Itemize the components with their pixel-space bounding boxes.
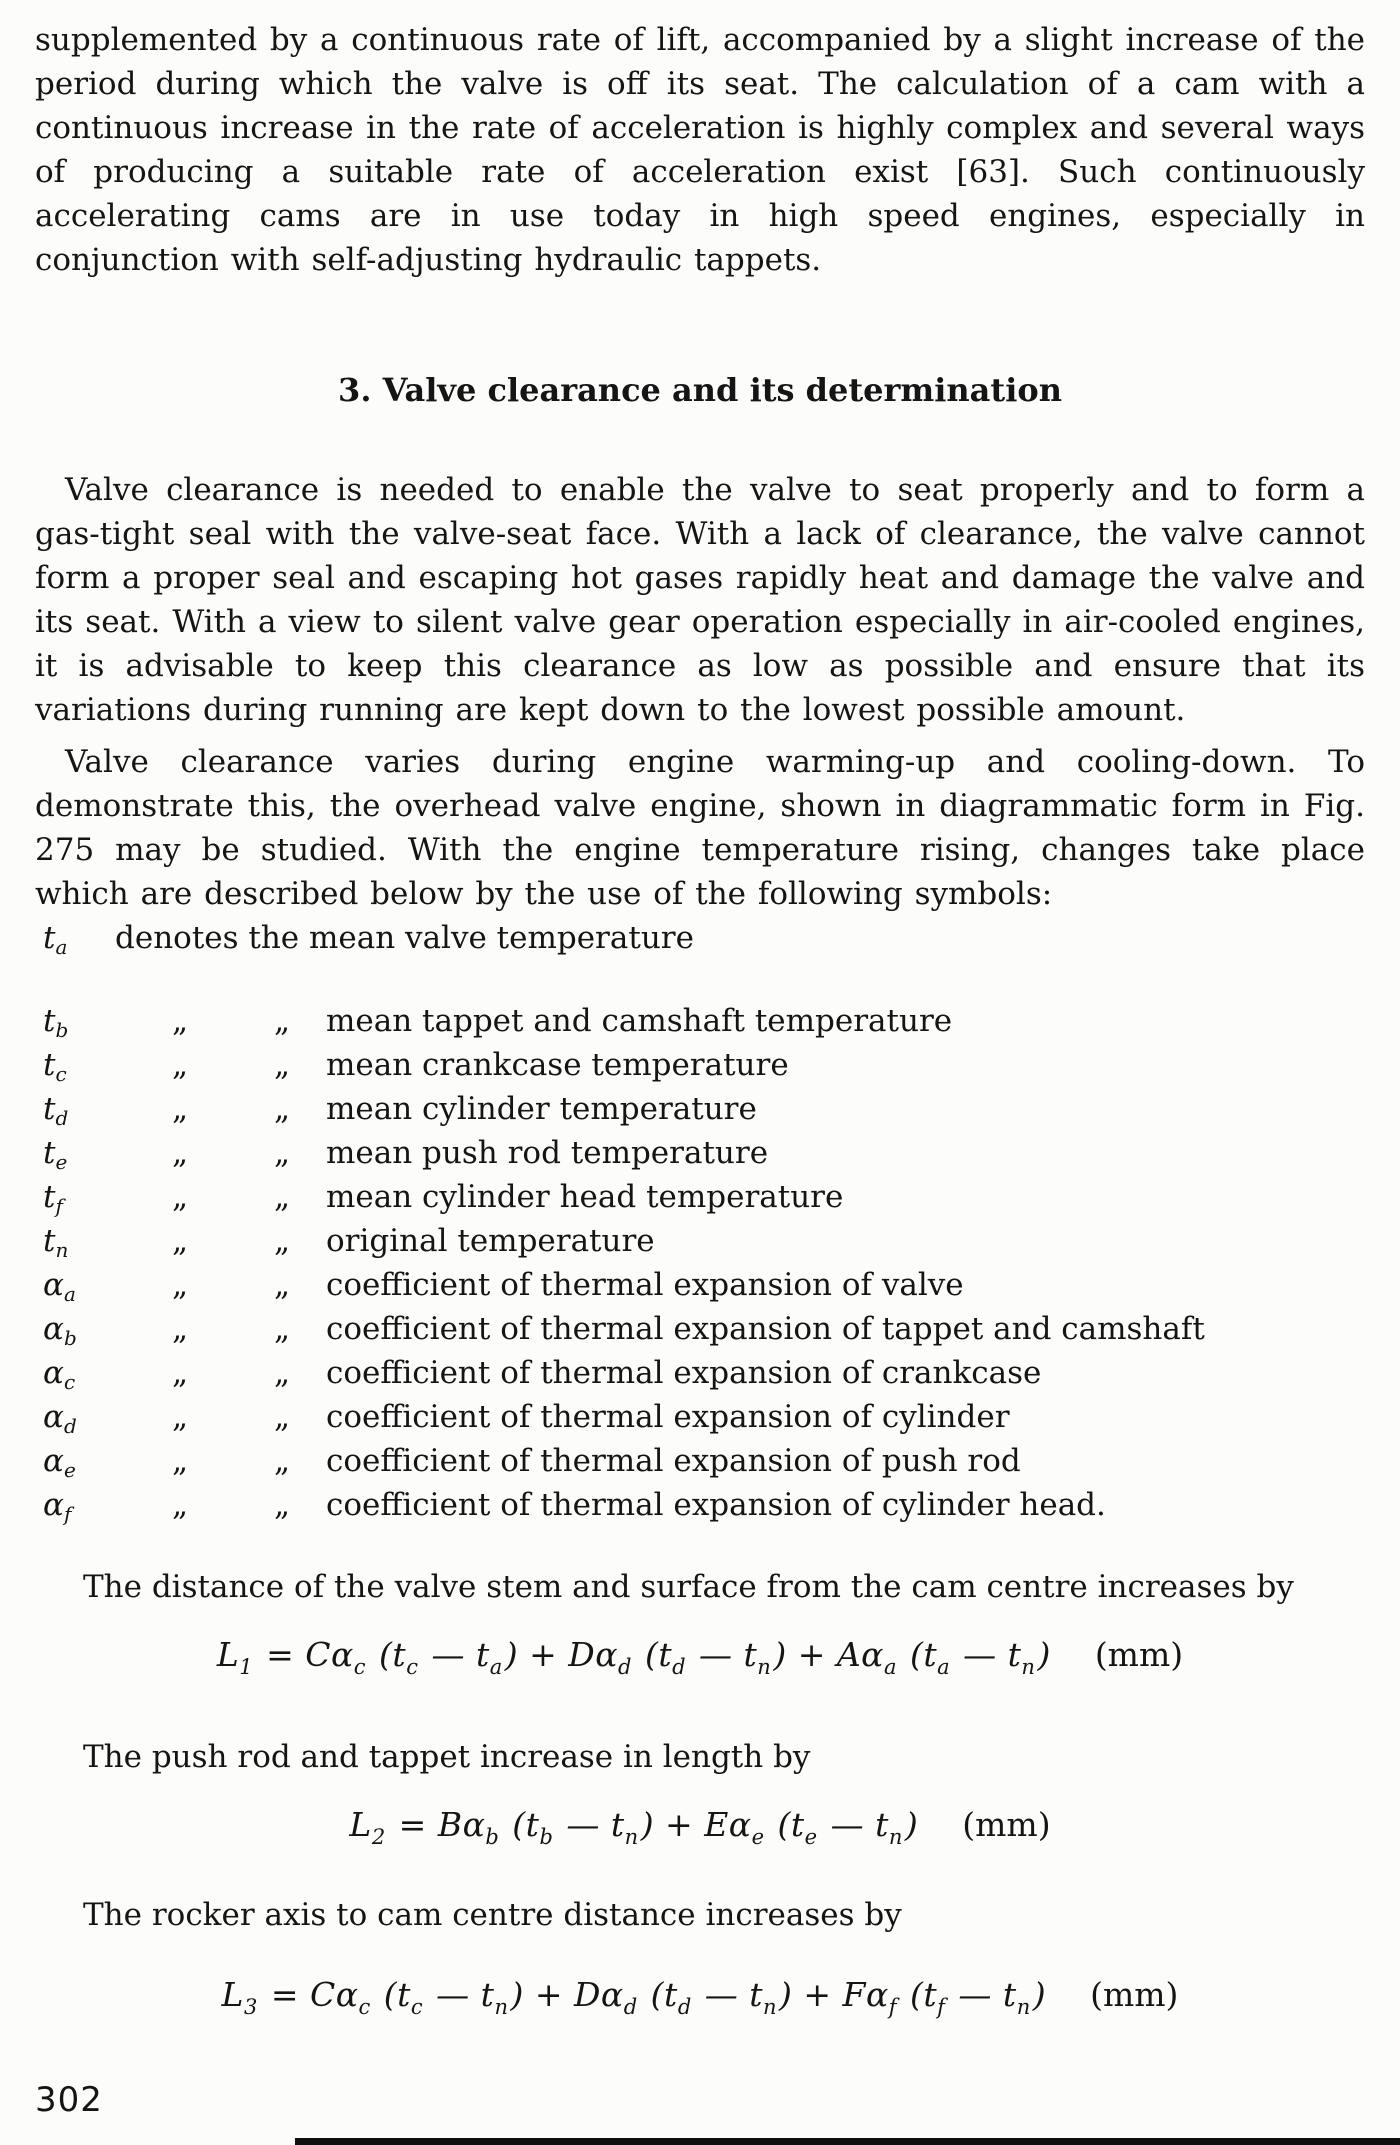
symbol-description: coefficient of thermal expansion of valve <box>326 1267 964 1303</box>
formula-term: ) + Fα <box>779 1975 889 2014</box>
symbol-row <box>35 1307 1365 1351</box>
paragraph-valve-clearance-varies: Valve clearance varies during engine warming-up and cooling-down. To demonstrate this, the overhead valve engine, shown in diagrammatic form in Fig. 275 may be studied. With the engine temperature rising, changes take place which are described below by the use of the following symbols: <box>35 744 1365 912</box>
formula-subscript: c <box>406 1655 419 1679</box>
formula-subscript: n <box>763 1995 778 2019</box>
page-number: 302 <box>35 2080 103 2120</box>
formula-subscript: d <box>618 1655 632 1679</box>
symbol-ta-definition: denotes the mean valve temperature <box>115 920 694 956</box>
ditto-mark: „ <box>172 1355 189 1391</box>
formula-subscript: d <box>623 1995 638 2019</box>
formula-term: = Cα <box>255 1635 354 1674</box>
symbol-description: mean push rod temperature <box>326 1135 769 1171</box>
symbol-row <box>35 1439 1365 1483</box>
formula-term: (t <box>899 1975 938 2014</box>
formula-term: — t <box>688 1635 758 1674</box>
symbol-label: tn <box>43 1223 69 1262</box>
symbol-label: tf <box>43 1179 63 1218</box>
ditto-mark: „ <box>274 1311 291 1347</box>
formula-subscript: d <box>672 1655 687 1679</box>
formula-term: (t <box>633 1635 673 1674</box>
formula-l2 <box>35 1801 1365 1861</box>
ditto-mark: „ <box>172 1223 189 1259</box>
symbol-list <box>35 999 1365 1527</box>
symbol-row <box>35 1351 1365 1395</box>
formula-term: — t <box>693 1975 764 2014</box>
section-heading: 3. Valve clearance and its determination <box>338 371 1062 409</box>
formula-term: ) + Eα <box>640 1805 752 1844</box>
formula-subscript: n <box>1016 1995 1031 2019</box>
ditto-mark: „ <box>274 1399 291 1435</box>
symbol-label: αb <box>43 1311 77 1350</box>
ditto-mark: „ <box>274 1443 291 1479</box>
formula-term: L <box>221 1975 244 2014</box>
formula-subscript: b <box>485 1825 500 1849</box>
symbol-description: coefficient of thermal expansion of push rod <box>326 1443 1021 1479</box>
formula-subscript: n <box>624 1825 639 1849</box>
symbol-description: mean crankcase temperature <box>326 1047 789 1083</box>
ditto-mark: „ <box>172 1003 189 1039</box>
ditto-mark: „ <box>274 1179 291 1215</box>
formula-l1-intro: The distance of the valve stem and surface from the cam centre increases by <box>83 1569 1294 1605</box>
symbol-description: coefficient of thermal expansion of cylinder <box>326 1399 1010 1435</box>
formula-term: ) <box>904 1805 919 1844</box>
ditto-mark: „ <box>274 1355 291 1391</box>
paragraph-valve-clearance-need: Valve clearance is needed to enable the valve to seat properly and to form a gas-tight seal with the valve-seat face. With a lack of clearance, the valve cannot form a proper seal and escaping hot gases rapidly heat and damage the valve and its seat. With a view to silent valve gear operation especially in air-cooled engines, it is advisable to keep this clearance as low as possible and ensure that its variations during running are kept down to the lowest possible amount. <box>35 472 1365 728</box>
formula-subscript: c <box>410 1995 424 2019</box>
formula-l3-unit: (mm) <box>1090 1975 1179 2014</box>
symbol-ta: ta <box>43 920 68 959</box>
formula-subscript: 2 <box>371 1825 386 1849</box>
formula-subscript: d <box>677 1995 692 2019</box>
ditto-mark: „ <box>274 1003 291 1039</box>
symbol-label: αa <box>43 1267 76 1306</box>
formula-term: — t <box>952 1635 1022 1674</box>
symbol-description: mean cylinder temperature <box>326 1091 757 1127</box>
formula-subscript: b <box>539 1825 554 1849</box>
formula-subscript: f <box>937 1995 946 2019</box>
formula-subscript: n <box>757 1655 772 1679</box>
ditto-mark: „ <box>274 1091 291 1127</box>
formula-l1 <box>35 1631 1365 1691</box>
symbol-row <box>35 1483 1365 1527</box>
formula-term: ) + Dα <box>504 1635 618 1674</box>
formula-term: — t <box>947 1975 1017 2014</box>
formula-term: — t <box>819 1805 889 1844</box>
ditto-mark: „ <box>172 1311 189 1347</box>
symbol-description: original temperature <box>326 1223 655 1259</box>
symbol-label: αf <box>43 1487 72 1526</box>
formula-term: = Bα <box>387 1805 486 1844</box>
ditto-mark: „ <box>172 1487 189 1523</box>
formula-subscript: a <box>489 1655 503 1679</box>
ditto-mark: „ <box>172 1399 189 1435</box>
formula-term: — t <box>420 1635 490 1674</box>
symbol-row <box>35 999 1365 1043</box>
ditto-mark: „ <box>172 1135 189 1171</box>
formula-subscript: 1 <box>239 1655 254 1679</box>
ditto-mark: „ <box>274 1267 291 1303</box>
symbol-row <box>35 1087 1365 1131</box>
symbol-description: mean cylinder head temperature <box>326 1179 844 1215</box>
symbol-row <box>35 1131 1365 1175</box>
symbol-row <box>35 1263 1365 1307</box>
symbol-row <box>35 1043 1365 1087</box>
ditto-mark: „ <box>274 1135 291 1171</box>
formula-l1-unit: (mm) <box>1094 1635 1184 1674</box>
formula-term: ) + Aα <box>773 1635 884 1674</box>
formula-section-l2 <box>35 1735 1365 1861</box>
formula-term: — t <box>425 1975 495 2014</box>
formula-subscript: n <box>494 1995 509 2019</box>
formula-subscript: e <box>751 1825 765 1849</box>
ditto-mark: „ <box>274 1487 291 1523</box>
formula-term: ) <box>1032 1975 1047 2014</box>
ditto-mark: „ <box>274 1223 291 1259</box>
formula-subscript: a <box>883 1655 897 1679</box>
symbol-description: coefficient of thermal expansion of crankcase <box>326 1355 1042 1391</box>
formula-l3 <box>35 1971 1365 2031</box>
formula-term: (t <box>898 1635 938 1674</box>
symbol-label: tb <box>43 1003 69 1042</box>
formula-term: L <box>216 1635 240 1674</box>
formula-term: (t <box>372 1975 411 2014</box>
symbol-row <box>35 1219 1365 1263</box>
formula-term: ) <box>1037 1635 1051 1674</box>
formula-l3-intro: The rocker axis to cam centre distance increases by <box>83 1897 902 1933</box>
formula-subscript: c <box>353 1655 367 1679</box>
symbol-label: td <box>43 1091 69 1130</box>
ditto-mark: „ <box>172 1267 189 1303</box>
formula-subscript: 3 <box>243 1995 258 2019</box>
formula-subscript: e <box>804 1825 818 1849</box>
symbol-row <box>35 1395 1365 1439</box>
symbol-description: mean tappet and camshaft temperature <box>326 1003 953 1039</box>
formula-subscript: c <box>358 1995 371 2019</box>
ditto-mark: „ <box>172 1047 189 1083</box>
symbol-definition-line <box>35 916 1365 969</box>
symbol-description: coefficient of thermal expansion of tappet and camshaft <box>326 1311 1205 1347</box>
formula-subscript: n <box>1021 1655 1036 1679</box>
paragraph-cam-acceleration: supplemented by a continuous rate of lift, accompanied by a slight increase of the period during which the valve is off its seat. The calculation of a cam with a continuous increase in the rate of acceleration is highly complex and several ways of producing a suitable rate of acceleration exist [63]. Such continuously accelerating cams are in use today in high speed engines, especially in conjunction with self-adjusting hydraulic tappets. <box>35 22 1365 278</box>
symbol-label: te <box>43 1135 68 1174</box>
formula-l2-unit: (mm) <box>962 1805 1051 1844</box>
formula-term: (t <box>639 1975 678 2014</box>
formula-subscript: n <box>888 1825 903 1849</box>
symbol-label: tc <box>43 1047 67 1086</box>
formula-term: L <box>349 1805 372 1844</box>
symbol-description: coefficient of thermal expansion of cylinder head. <box>326 1487 1106 1523</box>
ditto-mark: „ <box>274 1047 291 1083</box>
formula-subscript: f <box>888 1995 898 2019</box>
formula-term: (t <box>368 1635 407 1674</box>
symbol-row <box>35 1175 1365 1219</box>
symbol-label: αc <box>43 1355 76 1394</box>
formula-term: — t <box>555 1805 625 1844</box>
scan-edge-artifact-bar <box>295 2138 1400 2145</box>
ditto-mark: „ <box>172 1091 189 1127</box>
formula-term: (t <box>501 1805 540 1844</box>
ditto-mark: „ <box>172 1179 189 1215</box>
formula-section-l1 <box>35 1565 1365 1691</box>
ditto-mark: „ <box>172 1443 189 1479</box>
formula-subscript: a <box>937 1655 951 1679</box>
symbol-label: αd <box>43 1399 77 1438</box>
formula-l2-intro: The push rod and tappet increase in length by <box>83 1739 811 1775</box>
symbol-label: αe <box>43 1443 76 1482</box>
formula-section-l3 <box>35 1893 1365 2031</box>
formula-term: = Cα <box>259 1975 359 2014</box>
formula-term: (t <box>766 1805 805 1844</box>
formula-term: ) + Dα <box>510 1975 624 2014</box>
